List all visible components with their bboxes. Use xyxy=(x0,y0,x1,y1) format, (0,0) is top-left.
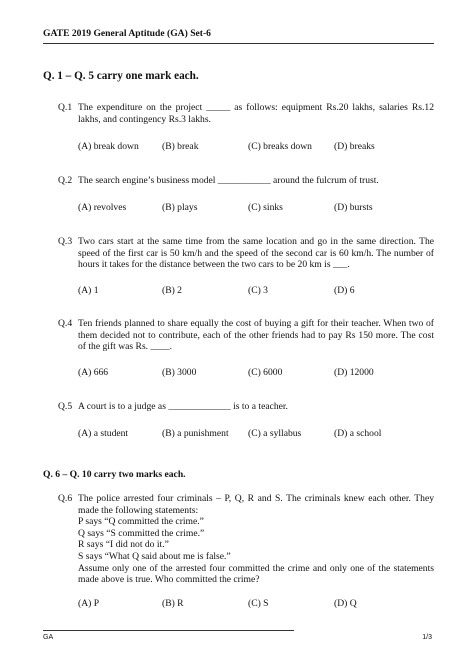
option-a: (A) a student xyxy=(78,428,129,439)
question-4 xyxy=(58,318,434,353)
option-a: (A) break down xyxy=(78,141,139,152)
option-a: (A) P xyxy=(78,598,100,609)
option-b: (B) break xyxy=(162,141,199,152)
option-b: (B) 2 xyxy=(162,285,182,296)
question-number: Q.6 xyxy=(58,493,73,504)
question-number: Q.5 xyxy=(58,401,73,412)
question-number: Q.4 xyxy=(58,318,73,329)
option-c: (C) sinks xyxy=(248,202,283,213)
question-text: Two cars start at the same time from the same location and go in the same direction. The speed of the first car is 50 km/h and the speed of the second car is 60 km/h. The number of hours it takes for the distance between the two cars to be 20 km is ___. xyxy=(78,236,434,271)
option-a: (A) revolves xyxy=(78,202,127,213)
option-b: (B) 3000 xyxy=(162,367,197,378)
header-divider xyxy=(43,43,434,44)
option-d: (D) a school xyxy=(334,428,382,439)
footer-divider xyxy=(43,630,294,631)
question-number: Q.3 xyxy=(58,236,73,247)
option-b: (B) plays xyxy=(162,202,198,213)
question-text: The expenditure on the project _____ as follows: equipment Rs.20 lakhs, salaries Rs.12 lakhs, and contingency Rs.3 lakhs. xyxy=(78,102,434,125)
question-6 xyxy=(58,493,434,586)
option-c: (C) S xyxy=(248,598,269,609)
option-a: (A) 666 xyxy=(78,367,109,378)
question-2-options xyxy=(78,202,438,214)
question-5-options xyxy=(78,428,438,440)
question-line: Assume only one of the arrested four committed the crime and only one of the statements made above is true. Who committed the crime? xyxy=(78,562,434,586)
question-text: Ten friends planned to share equally the cost of buying a gift for their teacher. When two of them decided not to contribute, each of the other friends had to pay Rs 150 more. The cost of the gift was Rs. ____. xyxy=(78,318,434,353)
page-number: 1/3 xyxy=(422,634,432,641)
question-4-options xyxy=(78,367,438,379)
question-6-options xyxy=(78,598,438,610)
statement-q: Q says “S committed the crime.” xyxy=(78,527,205,539)
option-d: (D) 6 xyxy=(334,285,355,296)
option-a: (A) 1 xyxy=(78,285,99,296)
option-c: (C) 3 xyxy=(248,285,268,296)
option-d: (D) breaks xyxy=(334,141,375,152)
statement-s: S says “What Q said about me is false.” xyxy=(78,550,231,562)
question-1-options xyxy=(78,141,438,153)
question-text: A court is to a judge as _____________ is to a teacher. xyxy=(78,401,288,412)
option-d: (D) 12000 xyxy=(334,367,374,378)
question-2 xyxy=(58,175,434,187)
option-b: (B) R xyxy=(162,598,184,609)
option-c: (C) 6000 xyxy=(248,367,283,378)
question-number: Q.2 xyxy=(58,175,73,186)
option-d: (D) bursts xyxy=(334,202,373,213)
statement-p: P says “Q committed the crime.” xyxy=(78,516,204,528)
option-c: (C) breaks down xyxy=(248,141,312,152)
question-1 xyxy=(58,102,434,125)
page-header: GATE 2019 General Aptitude (GA) Set-6 xyxy=(43,28,211,39)
section-heading-one-mark: Q. 1 – Q. 5 carry one mark each. xyxy=(43,70,199,82)
question-3 xyxy=(58,236,434,271)
footer-subject: GA xyxy=(43,634,54,641)
question-5 xyxy=(58,401,434,413)
statement-r: R says “I did not do it.” xyxy=(78,539,169,551)
option-d: (D) Q xyxy=(334,598,357,609)
question-line: The police arrested four criminals – P, Q, R and S. The criminals knew each other. They made the following statements: xyxy=(78,493,434,516)
question-3-options xyxy=(78,285,438,297)
option-b: (B) a punishment xyxy=(162,428,229,439)
question-text xyxy=(78,493,434,586)
question-text: The search engine’s business model ___________ around the fulcrum of trust. xyxy=(78,175,379,186)
option-c: (C) a syllabus xyxy=(248,428,302,439)
section-heading-two-mark: Q. 6 – Q. 10 carry two marks each. xyxy=(43,469,186,480)
question-number: Q.1 xyxy=(58,102,73,113)
